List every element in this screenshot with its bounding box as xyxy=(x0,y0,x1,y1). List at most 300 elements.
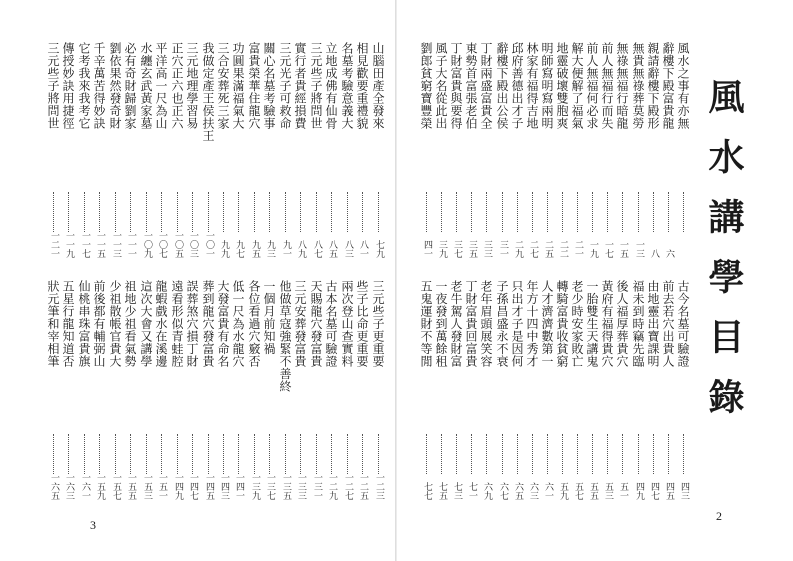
toc-entry-title: 關心名墓考驗事 xyxy=(262,42,276,130)
toc-entry-title: 後人福厚葬貴穴 xyxy=(615,280,629,368)
toc-entry-page: 一一三 xyxy=(111,231,121,258)
toc-entry xyxy=(448,42,464,258)
toc-entry xyxy=(308,280,324,500)
toc-entry xyxy=(153,280,169,500)
toc-entry-title: 五鬼運財不等閒 xyxy=(419,280,433,368)
toc-entry-title: 實行者貴經損費 xyxy=(293,42,307,130)
toc-entry-title: 他做草寇強緊不善終 xyxy=(278,280,292,393)
dot-leader xyxy=(517,192,519,232)
toc-entry-page: 一六五 xyxy=(49,473,59,500)
toc-entry-title: 轉騎富貴收貧窮 xyxy=(555,280,569,368)
dot-leader xyxy=(426,434,428,474)
toc-entry-page: 一四一 xyxy=(234,473,244,500)
dot-leader xyxy=(269,434,271,474)
toc-entry-page: 一五一 xyxy=(157,473,167,500)
toc-entry xyxy=(494,42,510,258)
toc-entry-page: 二五 xyxy=(543,240,553,258)
dot-leader xyxy=(683,192,685,232)
dot-leader xyxy=(441,434,443,474)
toc-entry-page: 一二五 xyxy=(358,473,368,500)
toc-entry-title: 三元安葬發富貴 xyxy=(293,280,307,368)
toc-entry-title: 古今名墓可驗證 xyxy=(676,280,690,368)
toc-entry xyxy=(122,42,138,258)
toc-entry-title: 林家有福得吉地 xyxy=(525,42,539,130)
dot-leader xyxy=(562,192,564,232)
dot-leader xyxy=(456,434,458,474)
toc-entry-title: 祖地少祖看氣勢 xyxy=(123,280,137,368)
toc-entry xyxy=(91,42,107,258)
toc-entry xyxy=(122,280,138,500)
dot-leader xyxy=(362,192,364,232)
toc-entry-page: 七九 xyxy=(374,240,384,258)
toc-entry xyxy=(261,280,277,500)
toc-entry xyxy=(308,42,324,258)
page-number-right: 2 xyxy=(716,509,722,523)
toc-entry-title: 東勢首富張老伯 xyxy=(464,42,478,130)
dot-leader xyxy=(638,192,640,232)
toc-entry xyxy=(660,42,676,258)
toc-entry-page: 一五九 xyxy=(95,473,105,500)
toc-entry xyxy=(200,42,216,258)
dot-leader xyxy=(668,192,670,232)
dot-leader xyxy=(577,192,579,232)
toc-entry xyxy=(645,42,661,258)
page-number-left: 3 xyxy=(90,518,96,532)
toc-entry-page: 一五五 xyxy=(126,473,136,500)
toc-entry-title: 五星行龍知道否 xyxy=(61,280,75,368)
dot-leader xyxy=(607,434,609,474)
toc-entry-page: 六 xyxy=(664,249,674,258)
toc-entry-page: 一三九 xyxy=(250,473,260,500)
toc-entry xyxy=(215,42,231,258)
toc-entry-page: 一〇七 xyxy=(157,231,167,258)
toc-entry-title: 名墓考驗意義大 xyxy=(340,42,354,130)
toc-entry xyxy=(184,280,200,500)
dot-leader xyxy=(347,434,349,474)
dot-leader xyxy=(99,434,101,474)
dot-leader xyxy=(146,192,148,232)
dot-leader xyxy=(99,192,101,232)
toc-entry xyxy=(599,280,615,500)
toc-entry-title: 三元些子將問世 xyxy=(46,42,60,130)
toc-entry-title: 功圓果滿福氣大 xyxy=(231,42,245,130)
dot-leader xyxy=(486,192,488,232)
toc-entry-page: 一五七 xyxy=(111,473,121,500)
toc-entry xyxy=(478,280,494,500)
toc-entry xyxy=(614,280,630,500)
toc-entry-page: 一四五 xyxy=(204,473,214,500)
dot-leader xyxy=(208,192,210,232)
toc-entry xyxy=(261,42,277,258)
toc-entry-page: 一〇九 xyxy=(142,231,152,258)
dot-leader xyxy=(84,192,86,232)
toc-entry-title: 人才濟濟數第一 xyxy=(540,280,554,368)
dot-leader xyxy=(223,434,225,474)
toc-entry-page: 九三 xyxy=(265,240,275,258)
toc-entry-page: 一一七 xyxy=(80,231,90,258)
toc-entry xyxy=(554,42,570,258)
toc-entry-title: 遠看形似青蛙腔 xyxy=(170,280,184,368)
toc-entry-page: 二九 xyxy=(513,240,523,258)
toc-entry-title: 一夜發到萬餘租 xyxy=(434,280,448,368)
dot-leader xyxy=(161,192,163,232)
dot-leader xyxy=(223,192,225,232)
toc-entry-page: 九一 xyxy=(281,240,291,258)
dot-leader xyxy=(517,434,519,474)
toc-entry-page: 八五 xyxy=(327,240,337,258)
dot-leader xyxy=(378,192,380,232)
toc-entry xyxy=(660,280,676,500)
dot-leader xyxy=(653,192,655,232)
toc-entry-page: 八九 xyxy=(296,240,306,258)
dot-leader xyxy=(362,434,364,474)
toc-entry xyxy=(169,280,185,500)
toc-entry-title: 三元光子可救命 xyxy=(278,42,292,130)
dot-leader xyxy=(115,434,117,474)
toc-entry xyxy=(645,280,661,500)
dot-leader xyxy=(192,192,194,232)
toc-entry-title: 由地靈出寶課明 xyxy=(646,280,660,368)
toc-entry-page: 九五 xyxy=(250,240,260,258)
book-title: 風水講學目錄 xyxy=(703,78,745,438)
toc-entry-title: 丁財富貴與要得 xyxy=(449,42,463,130)
toc-entry-title: 我做定產王侯扶王 xyxy=(201,42,215,142)
toc-entry-page: 一〇五 xyxy=(173,231,183,258)
toc-entry-page: 四三 xyxy=(679,482,689,500)
toc-entry xyxy=(509,42,525,258)
dot-leader xyxy=(653,434,655,474)
toc-entry-title: 子孫昌盛永不衰 xyxy=(495,280,509,368)
toc-entry-title: 前後都有輔弼山 xyxy=(92,280,106,368)
toc-entry-title: 黃府有福得貴穴 xyxy=(600,280,614,368)
toc-entry-title: 三元些子將問世 xyxy=(309,42,323,130)
toc-entry xyxy=(45,42,61,258)
toc-entry-title: 丁財富貴回富貴 xyxy=(464,280,478,368)
toc-entry-title: 風子大名從此出 xyxy=(434,42,448,130)
dot-leader xyxy=(177,192,179,232)
toc-entry xyxy=(230,42,246,258)
toc-entry xyxy=(246,42,262,258)
toc-entry xyxy=(370,42,386,258)
dot-leader xyxy=(285,434,287,474)
toc-entry-page: 四一 xyxy=(422,240,432,258)
toc-entry-title: 前人無福何必求 xyxy=(585,42,599,130)
dot-leader xyxy=(130,434,132,474)
toc-entry xyxy=(584,280,600,500)
toc-entry xyxy=(584,42,600,258)
dot-leader xyxy=(238,434,240,474)
toc-entry-page: 六七 xyxy=(498,482,508,500)
toc-entry xyxy=(599,42,615,258)
toc-entry-title: 平洋高一尺為山 xyxy=(154,42,168,130)
dot-leader xyxy=(68,434,70,474)
toc-entry xyxy=(246,280,262,500)
toc-entry-title: 解大便解了福氣 xyxy=(570,42,584,130)
toc-entry xyxy=(200,280,216,500)
toc-entry-page: 二二 xyxy=(558,240,568,258)
dot-leader xyxy=(502,434,504,474)
toc-entry-title: 狀元筆和宰相筆 xyxy=(46,280,60,368)
toc-entry-title: 風水之事有亦無 xyxy=(676,42,690,130)
toc-entry-page: 六九 xyxy=(482,482,492,500)
toc-entry xyxy=(675,280,691,500)
toc-entry-title: 年方十四中秀才 xyxy=(525,280,539,368)
toc-entry xyxy=(418,280,434,500)
toc-entry-title: 千辛萬苦得妙訣 xyxy=(92,42,106,130)
dot-leader xyxy=(331,192,333,232)
toc-entry-page: 七七 xyxy=(422,482,432,500)
toc-entry-title: 這次大會又講學 xyxy=(139,280,153,368)
dot-leader xyxy=(208,434,210,474)
toc-entry-page: 三九 xyxy=(437,240,447,258)
toc-entry-page: 一二七 xyxy=(343,473,353,500)
toc-entry-title: 一個月前知禍 xyxy=(262,280,276,355)
toc-entry-page: 五七 xyxy=(573,482,583,500)
toc-entry-page: 九七 xyxy=(234,240,244,258)
toc-entry-title: 辭樓下殿富貴龍 xyxy=(661,42,675,130)
toc-entry-page: 四九 xyxy=(634,482,644,500)
toc-entry-page: 一四七 xyxy=(188,473,198,500)
toc-entry-page: 四七 xyxy=(649,482,659,500)
dot-leader xyxy=(285,192,287,232)
toc-entry-title: 大發富貴有命名 xyxy=(216,280,230,368)
dot-leader xyxy=(53,434,55,474)
toc-entry xyxy=(675,42,691,258)
toc-entry-page: 一三 xyxy=(634,240,644,258)
toc-entry-page: 一四九 xyxy=(173,473,183,500)
dot-leader xyxy=(316,192,318,232)
toc-entry-page: 一三三 xyxy=(296,473,306,500)
toc-entry-page: 三五 xyxy=(467,240,477,258)
toc-entry xyxy=(292,42,308,258)
toc-entry-page: 五三 xyxy=(603,482,613,500)
dot-leader xyxy=(562,434,564,474)
toc-entry-page: 三一 xyxy=(498,240,508,258)
toc-entry-page: 三七 xyxy=(452,240,462,258)
toc-entry-title: 劉依果然發奇財 xyxy=(108,42,122,130)
toc-entry-title: 辭樓下殿出公侯 xyxy=(495,42,509,130)
toc-entry xyxy=(169,42,185,258)
toc-entry-page: 一五 xyxy=(618,240,628,258)
dot-leader xyxy=(331,434,333,474)
toc-entry xyxy=(323,42,339,258)
toc-entry-page: 一三七 xyxy=(265,473,275,500)
toc-entry-page: 三三 xyxy=(482,240,492,258)
toc-entry-title: 仙桃串珠富貴旗 xyxy=(77,280,91,368)
toc-entry-title: 各位看過穴竅否 xyxy=(247,280,261,368)
toc-entry-title: 水纏玄武黃家墓 xyxy=(139,42,153,130)
dot-leader xyxy=(300,192,302,232)
toc-entry-page: 五五 xyxy=(588,482,598,500)
toc-entry-title: 丁財兩盛富貴全 xyxy=(479,42,493,130)
toc-entry xyxy=(60,42,76,258)
toc-entry-title: 明師寫明寫兩明 xyxy=(540,42,554,130)
toc-entry-title: 親請辭樓下殿形 xyxy=(646,42,660,130)
dot-leader xyxy=(622,192,624,232)
toc-entry-title: 兩次登山查實料 xyxy=(340,280,354,368)
toc-entry xyxy=(478,42,494,258)
toc-entry-title: 山腦田產全發來 xyxy=(371,42,385,130)
toc-entry-page: 一七 xyxy=(603,240,613,258)
dot-leader xyxy=(426,192,428,232)
toc-entry-title: 福未到時竊先臨 xyxy=(631,280,645,368)
dot-leader xyxy=(254,434,256,474)
toc-entry-title: 正穴正六也正六 xyxy=(170,42,184,130)
toc-entry xyxy=(524,280,540,500)
toc-entry-title: 富貴榮華住龍穴 xyxy=(247,42,261,130)
toc-entry-page: 一二九 xyxy=(327,473,337,500)
toc-entry-title: 傳授妙訣用捷徑 xyxy=(61,42,75,130)
dot-leader xyxy=(347,192,349,232)
toc-entry-page: 一一五 xyxy=(95,231,105,258)
toc-entry xyxy=(277,42,293,258)
toc-entry xyxy=(569,42,585,258)
toc-entry xyxy=(524,42,540,258)
toc-entry-title: 無貴無祿葬莫勞 xyxy=(631,42,645,130)
toc-entry-title: 只出才子是因何 xyxy=(510,280,524,368)
dot-leader xyxy=(532,192,534,232)
toc-entry xyxy=(433,280,449,500)
toc-entry-title: 前去若穴出貴人 xyxy=(661,280,675,368)
toc-entry xyxy=(215,280,231,500)
dot-leader xyxy=(238,192,240,232)
toc-entry xyxy=(292,280,308,500)
toc-entry-page: 七三 xyxy=(452,482,462,500)
toc-entry-page: 七五 xyxy=(437,482,447,500)
toc-entry xyxy=(138,42,154,258)
toc-entry xyxy=(153,42,169,258)
dot-leader xyxy=(547,192,549,232)
toc-entry xyxy=(463,42,479,258)
toc-entry-title: 地靈破壞雙胞爽 xyxy=(555,42,569,130)
toc-entry-page: 八 xyxy=(649,249,659,258)
toc-entry xyxy=(277,280,293,500)
dot-leader xyxy=(592,434,594,474)
toc-entry-title: 前人無福行而失 xyxy=(600,42,614,130)
dot-leader xyxy=(471,192,473,232)
toc-entry-title: 天賜龍穴發富貴 xyxy=(309,280,323,368)
toc-entry-title: 些子比命更重要 xyxy=(355,280,369,368)
toc-entry xyxy=(138,280,154,500)
toc-entry xyxy=(60,280,76,500)
toc-entry-page: 一六三 xyxy=(64,473,74,500)
toc-entry-page: 一四三 xyxy=(219,473,229,500)
dot-leader xyxy=(486,434,488,474)
toc-entry-page: 六五 xyxy=(513,482,523,500)
toc-entry-title: 劉郎貧窮寶豐榮 xyxy=(419,42,433,130)
toc-entry-page: 一二三 xyxy=(374,473,384,500)
dot-leader xyxy=(577,434,579,474)
toc-entry-page: 一三五 xyxy=(281,473,291,500)
toc-entry xyxy=(433,42,449,258)
toc-entry xyxy=(76,280,92,500)
toc-entry xyxy=(184,42,200,258)
toc-entry-page: 一〇三 xyxy=(188,231,198,258)
toc-entry xyxy=(554,280,570,500)
dot-leader xyxy=(146,434,148,474)
toc-entry xyxy=(539,280,555,500)
toc-entry-title: 誤葬煞穴損丁財 xyxy=(185,280,199,368)
toc-entry xyxy=(45,280,61,500)
toc-entry xyxy=(448,280,464,500)
dot-leader xyxy=(547,434,549,474)
dot-leader xyxy=(441,192,443,232)
toc-entry-title: 立地成佛有仙骨 xyxy=(324,42,338,130)
toc-entry-page: 八三 xyxy=(343,240,353,258)
toc-entry xyxy=(630,42,646,258)
toc-entry xyxy=(339,280,355,500)
toc-entry xyxy=(418,42,434,258)
toc-entry-page: 一六一 xyxy=(80,473,90,500)
toc-entry-title: 老年眉頭展笑容 xyxy=(479,280,493,368)
dot-leader xyxy=(456,192,458,232)
toc-entry-page: 二一 xyxy=(573,240,583,258)
dot-leader xyxy=(300,434,302,474)
dot-leader xyxy=(592,192,594,232)
dot-leader xyxy=(130,192,132,232)
dot-leader xyxy=(84,434,86,474)
toc-entry-title: 三元地理學習易 xyxy=(185,42,199,130)
toc-entry-title: 三合安葬死三家 xyxy=(216,42,230,130)
dot-leader xyxy=(53,192,55,232)
toc-entry xyxy=(76,42,92,258)
toc-entry xyxy=(614,42,630,258)
dot-leader xyxy=(622,434,624,474)
toc-entry xyxy=(107,42,123,258)
toc-entry xyxy=(539,42,555,258)
toc-entry xyxy=(370,280,386,500)
toc-entry xyxy=(509,280,525,500)
toc-entry-page: 一九 xyxy=(588,240,598,258)
dot-leader xyxy=(532,434,534,474)
toc-entry-title: 少祖散帳官貴大 xyxy=(108,280,122,368)
toc-entry-title: 一胎雙生天講鬼 xyxy=(585,280,599,368)
toc-entry-page: 五九 xyxy=(558,482,568,500)
dot-leader xyxy=(607,192,609,232)
toc-entry-page: 六一 xyxy=(543,482,553,500)
toc-entry xyxy=(354,42,370,258)
toc-entry-title: 古本名墓可驗證 xyxy=(324,280,338,368)
toc-entry-page: 一一九 xyxy=(64,231,74,258)
toc-entry-page: 一五三 xyxy=(142,473,152,500)
toc-entry-page: 八七 xyxy=(312,240,322,258)
dot-leader xyxy=(177,434,179,474)
toc-entry xyxy=(630,280,646,500)
dot-leader xyxy=(68,192,70,232)
toc-entry xyxy=(339,42,355,258)
toc-entry-page: 一二一 xyxy=(49,231,59,258)
dot-leader xyxy=(192,434,194,474)
dot-leader xyxy=(668,434,670,474)
dot-leader xyxy=(378,434,380,474)
toc-entry-page: 二七 xyxy=(528,240,538,258)
toc-entry-page: 七一 xyxy=(467,482,477,500)
dot-leader xyxy=(316,434,318,474)
dot-leader xyxy=(115,192,117,232)
toc-entry-title: 老牛駕人發財富 xyxy=(449,280,463,368)
toc-entry-page: 四五 xyxy=(664,482,674,500)
dot-leader xyxy=(638,434,640,474)
toc-entry-page: 六三 xyxy=(528,482,538,500)
dot-leader xyxy=(502,192,504,232)
dot-leader xyxy=(683,434,685,474)
toc-entry-title: 老少時安家敗亡 xyxy=(570,280,584,368)
toc-entry-page: 九九 xyxy=(219,240,229,258)
toc-entry-title: 邱府善德出才子 xyxy=(510,42,524,130)
toc-entry-title: 葬到龍穴發富貴 xyxy=(201,280,215,368)
dot-leader xyxy=(471,434,473,474)
toc-entry-title: 它考我來我考它 xyxy=(77,42,91,130)
